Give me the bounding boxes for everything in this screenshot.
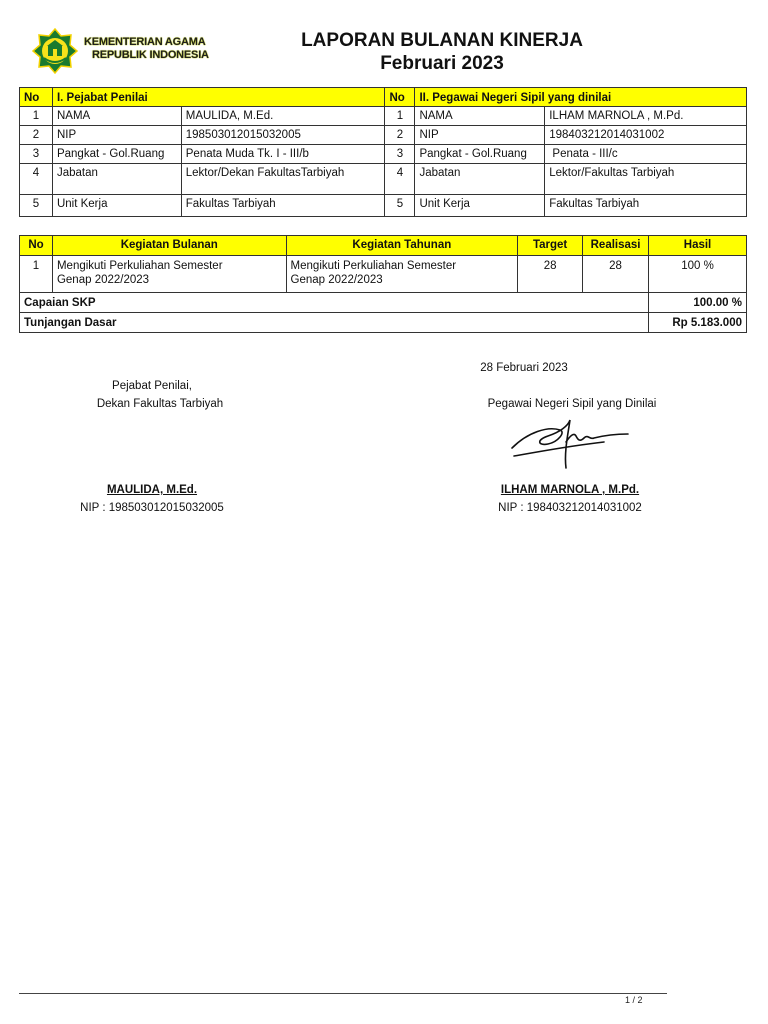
allowance-value: Rp 5.183.000: [649, 313, 747, 333]
skp-value: 100.00 %: [649, 293, 747, 313]
left-value: MAULIDA, M.Ed.: [181, 107, 385, 126]
row-no: 1: [20, 107, 53, 126]
col-monthly: Kegiatan Bulanan: [52, 236, 286, 256]
activity-table: [19, 235, 747, 333]
annual-line2: Genap 2022/2023: [290, 274, 383, 286]
identity-header-row: [20, 88, 747, 107]
table-row: [20, 126, 747, 145]
table-row: [20, 107, 747, 126]
right-label: NAMA: [415, 107, 545, 126]
right-label: Unit Kerja: [415, 195, 545, 217]
annual-line1: Mengikuti Perkuliahan Semester: [290, 260, 457, 272]
report-date: 28 Februari 2023: [480, 362, 568, 374]
row-no: 4: [385, 164, 415, 195]
right-value: Fakultas Tarbiyah: [545, 195, 747, 217]
skp-row: [20, 293, 747, 313]
row-no: 1: [385, 107, 415, 126]
ministry-line1: KEMENTERIAN AGAMA: [84, 36, 206, 48]
skp-label: Capaian SKP: [20, 293, 649, 313]
ministry-line2: REPUBLIK INDONESIA: [92, 49, 209, 61]
row-no: 4: [20, 164, 53, 195]
left-signer-name: MAULIDA, M.Ed.: [106, 484, 198, 496]
right-role: Pegawai Negeri Sipil yang Dinilai: [487, 398, 657, 410]
left-label: Pangkat - Gol.Ruang: [52, 145, 181, 164]
left-value: Lektor/Dekan FakultasTarbiyah: [181, 164, 385, 195]
ministry-emblem-icon: [32, 28, 78, 74]
left-value: Fakultas Tarbiyah: [181, 195, 385, 217]
row-no: 2: [20, 126, 53, 145]
left-label: Unit Kerja: [52, 195, 181, 217]
row-no: 3: [20, 145, 53, 164]
left-value: 198503012015032005: [181, 126, 385, 145]
allowance-label: Tunjangan Dasar: [20, 313, 649, 333]
table-row: [20, 195, 747, 217]
col-realization: Realisasi: [583, 236, 649, 256]
right-section-header: II. Pegawai Negeri Sipil yang dinilai: [415, 88, 747, 107]
monthly-activity: [52, 256, 286, 293]
row-no: 3: [385, 145, 415, 164]
table-row: [20, 164, 747, 195]
left-label: NIP: [52, 126, 181, 145]
col-no: No: [385, 88, 415, 107]
ministry-name: [84, 36, 209, 62]
col-result: Hasil: [649, 236, 747, 256]
annual-activity: [286, 256, 518, 293]
row-no: 5: [20, 195, 53, 217]
footer-divider: [19, 993, 667, 994]
right-value: Penata - III/c: [545, 145, 747, 164]
row-no: 1: [20, 256, 53, 293]
identity-table: [19, 87, 747, 217]
right-value: 198403212014031002: [545, 126, 747, 145]
left-role-1: Pejabat Penilai,: [112, 380, 192, 392]
row-no: 5: [385, 195, 415, 217]
col-annual: Kegiatan Tahunan: [286, 236, 518, 256]
table-row: [20, 256, 747, 293]
left-label: NAMA: [52, 107, 181, 126]
row-no: 2: [385, 126, 415, 145]
report-title: [240, 29, 644, 75]
right-value: ILHAM MARNOLA , M.Pd.: [545, 107, 747, 126]
realization-value: 28: [583, 256, 649, 293]
right-value: Lektor/Fakultas Tarbiyah: [545, 164, 747, 195]
page-number: 1 / 2: [625, 995, 643, 1005]
target-value: 28: [518, 256, 583, 293]
col-target: Target: [518, 236, 583, 256]
period-text: Februari 2023: [380, 53, 504, 74]
left-role-2: Dekan Fakultas Tarbiyah: [96, 398, 224, 410]
left-section-header: I. Pejabat Penilai: [52, 88, 385, 107]
activity-header-row: [20, 236, 747, 256]
left-signer-nip: NIP : 198503012015032005: [80, 502, 224, 514]
right-signer-nip: NIP : 198403212014031002: [498, 502, 642, 514]
right-label: NIP: [415, 126, 545, 145]
right-signer-name: ILHAM MARNOLA , M.Pd.: [500, 484, 640, 496]
monthly-line2: Genap 2022/2023: [56, 274, 150, 286]
monthly-line1: Mengikuti Perkuliahan Semester: [56, 260, 223, 272]
right-label: Jabatan: [415, 164, 545, 195]
left-label: Jabatan: [52, 164, 181, 195]
table-row: [20, 145, 747, 164]
handwritten-signature: [508, 412, 632, 474]
left-value: Penata Muda Tk. I - III/b: [181, 145, 385, 164]
result-value: 100 %: [649, 256, 747, 293]
right-label: Pangkat - Gol.Ruang: [415, 145, 545, 164]
col-no: No: [20, 88, 53, 107]
allowance-row: [20, 313, 747, 333]
col-no: No: [20, 236, 53, 256]
title-text: LAPORAN BULANAN KINERJA: [301, 30, 583, 51]
